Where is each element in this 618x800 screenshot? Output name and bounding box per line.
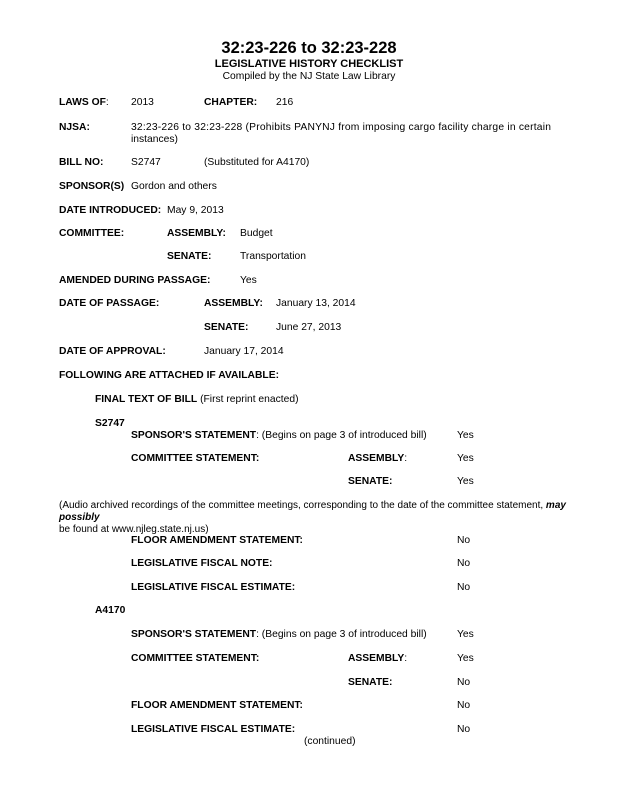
passage-assembly-label: ASSEMBLY:: [204, 298, 263, 309]
page-title: 32:23-226 to 32:23-228: [221, 39, 397, 57]
passage-senate-value: June 27, 2013: [276, 322, 342, 333]
s2747-committee-statement-label: COMMITTEE STATEMENT:: [131, 453, 260, 464]
final-text-row: FINAL TEXT OF BILL (First reprint enacted): [95, 394, 299, 405]
a4170-committee-assembly-label: ASSEMBLY:: [348, 653, 408, 664]
a4170-committee-assembly-value: Yes: [457, 653, 474, 664]
a4170-fiscal-estimate-value: No: [457, 724, 471, 735]
a4170-sponsor-statement: SPONSOR'S STATEMENT: (Begins on page 3 of introduced bill): [131, 629, 427, 640]
bill-no-value: S2747: [131, 157, 161, 168]
chapter-label: CHAPTER:: [204, 97, 258, 108]
compiled-by: Compiled by the NJ State Law Library: [222, 71, 396, 82]
chapter-value: 216: [276, 97, 294, 108]
bill-no-note: (Substituted for A4170): [204, 157, 310, 168]
s2747-sponsor-statement-value: Yes: [457, 430, 474, 441]
passage-senate-label: SENATE:: [204, 322, 249, 333]
s2747-committee-assembly-label: ASSEMBLY:: [348, 453, 408, 464]
amended-label: AMENDED DURING PASSAGE:: [59, 275, 211, 286]
s2747-floor-amendment-value: No: [457, 535, 471, 546]
njsa-value-line2: instances): [131, 134, 178, 145]
audio-archive-note: (Audio archived recordings of the committee meetings, corresponding to the date of the committee statement, may possibly be found at www.njleg.state.nj.us): [59, 500, 566, 535]
date-introduced-value: May 9, 2013: [167, 205, 224, 216]
continued-note: (continued): [304, 736, 356, 747]
laws-of-value: 2013: [131, 97, 154, 108]
s2747-floor-amendment-label: FLOOR AMENDMENT STATEMENT:: [131, 535, 303, 546]
a4170-floor-amendment-value: No: [457, 700, 471, 711]
passage-assembly-value: January 13, 2014: [276, 298, 356, 309]
a4170-committee-senate-value: No: [457, 677, 471, 688]
s2747-fiscal-note-value: No: [457, 558, 471, 569]
committee-label: COMMITTEE:: [59, 228, 125, 239]
s2747-sponsor-statement: SPONSOR'S STATEMENT: (Begins on page 3 of introduced bill): [131, 430, 427, 441]
amended-value: Yes: [240, 275, 257, 286]
attached-heading: FOLLOWING ARE ATTACHED IF AVAILABLE:: [59, 370, 280, 381]
committee-assembly-label: ASSEMBLY:: [167, 228, 226, 239]
njsa-label: NJSA:: [59, 122, 90, 133]
a4170-committee-senate-label: SENATE:: [348, 677, 393, 688]
s2747-committee-senate-label: SENATE:: [348, 476, 393, 487]
a4170-sponsor-statement-value: Yes: [457, 629, 474, 640]
sponsors-value: Gordon and others: [131, 181, 217, 192]
njsa-value-line1: 32:23-226 to 32:23-228 (Prohibits PANYNJ from imposing cargo facility charge in certain: [131, 122, 552, 133]
s2747-committee-senate-value: Yes: [457, 476, 474, 487]
date-of-approval-label: DATE OF APPROVAL:: [59, 346, 166, 357]
date-introduced-label: DATE INTRODUCED:: [59, 205, 162, 216]
s2747-label: S2747: [95, 418, 125, 429]
s2747-committee-assembly-value: Yes: [457, 453, 474, 464]
a4170-fiscal-estimate-label: LEGISLATIVE FISCAL ESTIMATE:: [131, 724, 296, 735]
committee-senate-value: Transportation: [240, 251, 307, 262]
sponsors-label: SPONSOR(S): [59, 181, 125, 192]
page-subtitle: LEGISLATIVE HISTORY CHECKLIST: [214, 58, 404, 70]
committee-assembly-value: Budget: [240, 228, 273, 239]
s2747-fiscal-estimate-label: LEGISLATIVE FISCAL ESTIMATE:: [131, 582, 296, 593]
date-of-approval-value: January 17, 2014: [204, 346, 284, 357]
date-of-passage-label: DATE OF PASSAGE:: [59, 298, 160, 309]
laws-of-label: LAWS OF:: [59, 97, 109, 108]
a4170-label: A4170: [95, 605, 126, 616]
s2747-fiscal-estimate-value: No: [457, 582, 471, 593]
s2747-fiscal-note-label: LEGISLATIVE FISCAL NOTE:: [131, 558, 273, 569]
a4170-floor-amendment-label: FLOOR AMENDMENT STATEMENT:: [131, 700, 303, 711]
bill-no-label: BILL NO:: [59, 157, 104, 168]
a4170-committee-statement-label: COMMITTEE STATEMENT:: [131, 653, 260, 664]
committee-senate-label: SENATE:: [167, 251, 212, 262]
